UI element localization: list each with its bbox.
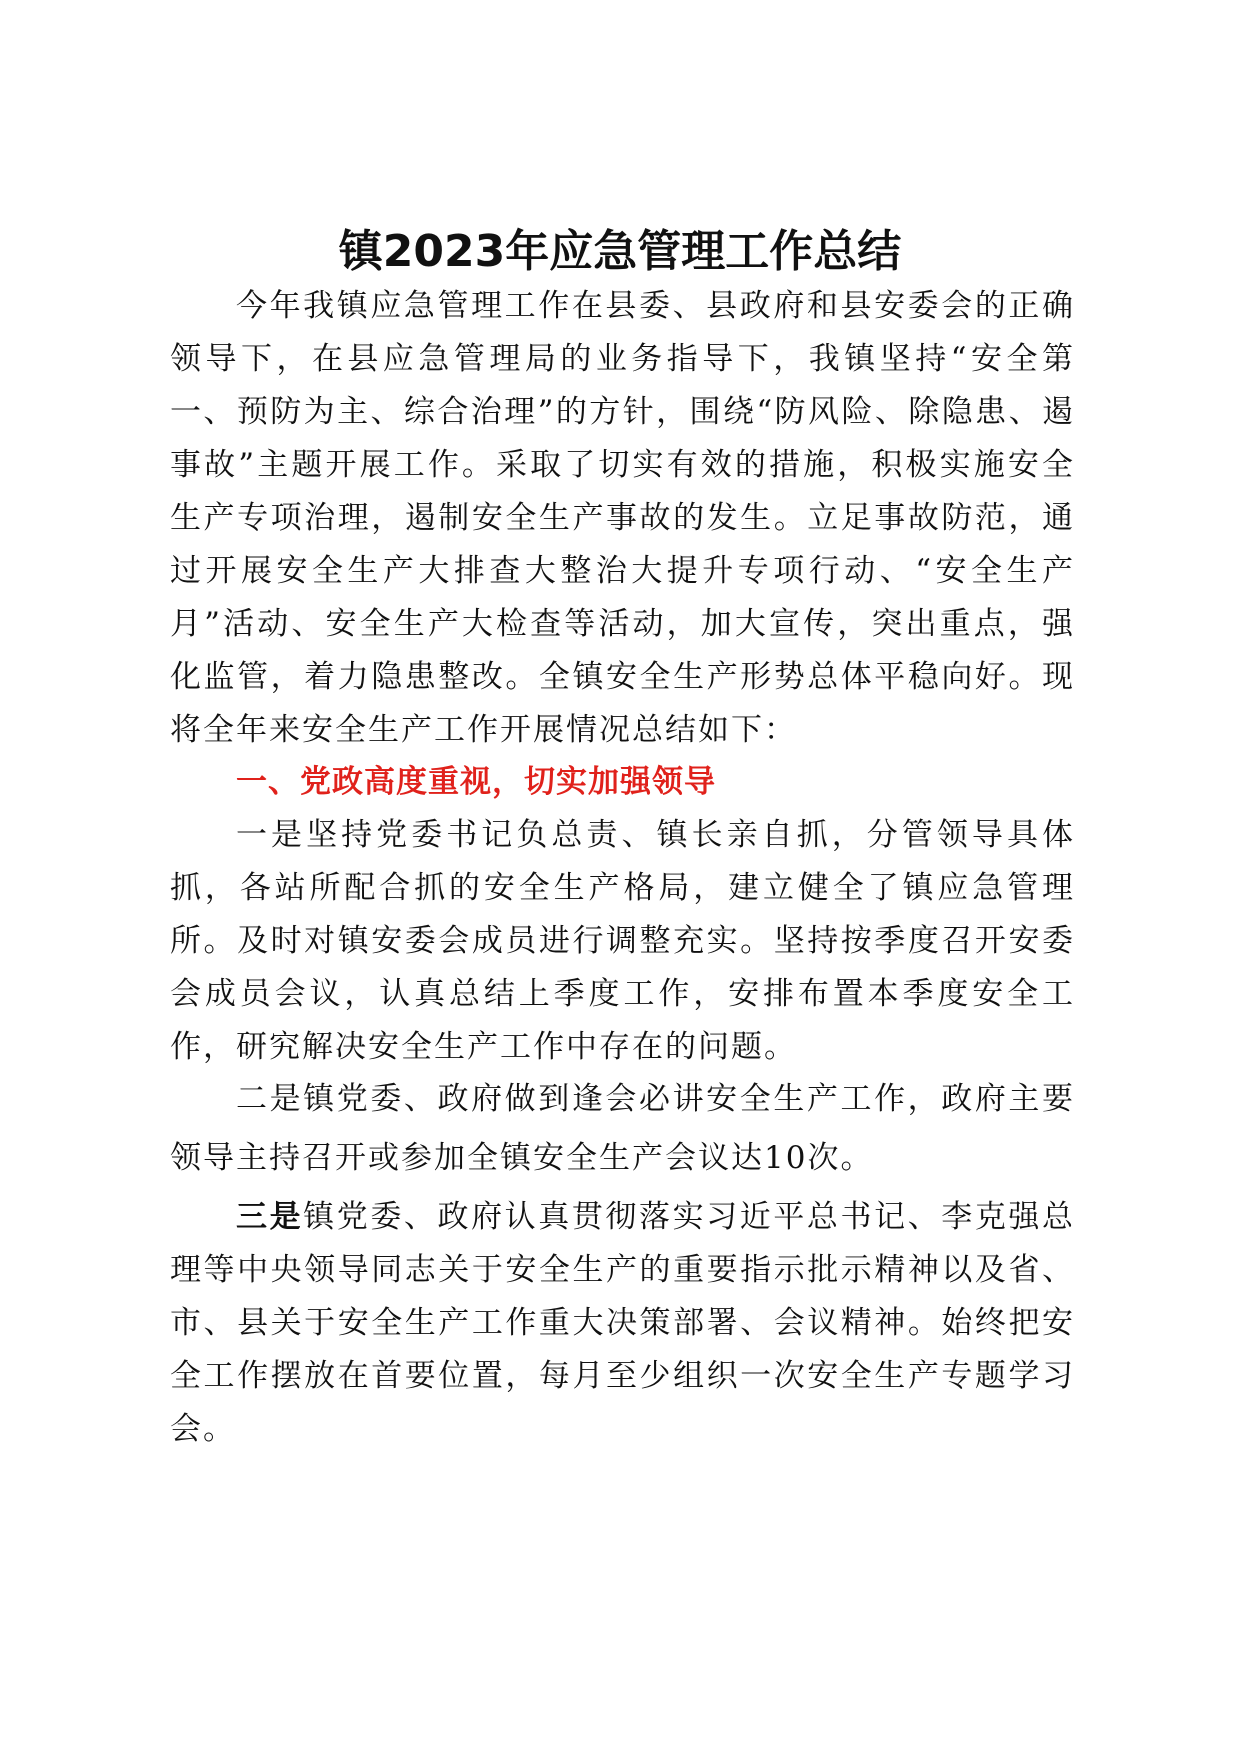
intro-paragraph: 今年我镇应急管理工作在县委、县政府和县安委会的正确领导下，在县应急管理局的业务指导下，我镇坚持“安全第一、预防为主、综合治理”的方针，围绕“防风险、除隐患、遏事故”主题开展工作。采取了切实有效的措施，积极实施安全生产专项治理，遏制安全生产事故的发生。立足事故防范，通过开展安全生产大排查大整治大提升专项行动、“安全生产月”活动、安全生产大检查等活动，加大宣传，突出重点，强化监管，着力隐患整改。全镇安全生产形势总体平稳向好。现将全年来安全生产工作开展情况总结如下： <box>170 288 1075 748</box>
item-one-paragraph: 一是坚持党委书记负总责、镇长亲自抓，分管领导具体抓，各站所配合抓的安全生产格局，建立健全了镇应急管理所。及时对镇安委会成员进行调整充实。坚持按季度召开安委会成员会议，认真总结上季度工作，安排布置本季度安全工作，研究解决安全生产工作中存在的问题。 <box>170 817 1075 1065</box>
item-three-lead: 三是 <box>236 1199 304 1235</box>
item-two-paragraph: 二是镇党委、政府做到逢会必讲安全生产工作，政府主要领导主持召开或参加全镇安全生产会议达10次。 <box>170 1081 1075 1176</box>
document-title: 镇2023年应急管理工作总结 <box>338 226 902 277</box>
item-three-body: 镇党委、政府认真贯彻落实习近平总书记、李克强总理等中央领导同志关于安全生产的重要指示批示精神以及省、市、县关于安全生产工作重大决策部署、会议精神。始终把安全工作摆放在首要位置，每月至少组织一次安全生产专题学习会。 <box>170 1199 1076 1447</box>
section-heading: 一、党政高度重视，切实加强领导 <box>236 764 716 800</box>
item-three-paragraph <box>170 1191 1075 1456</box>
